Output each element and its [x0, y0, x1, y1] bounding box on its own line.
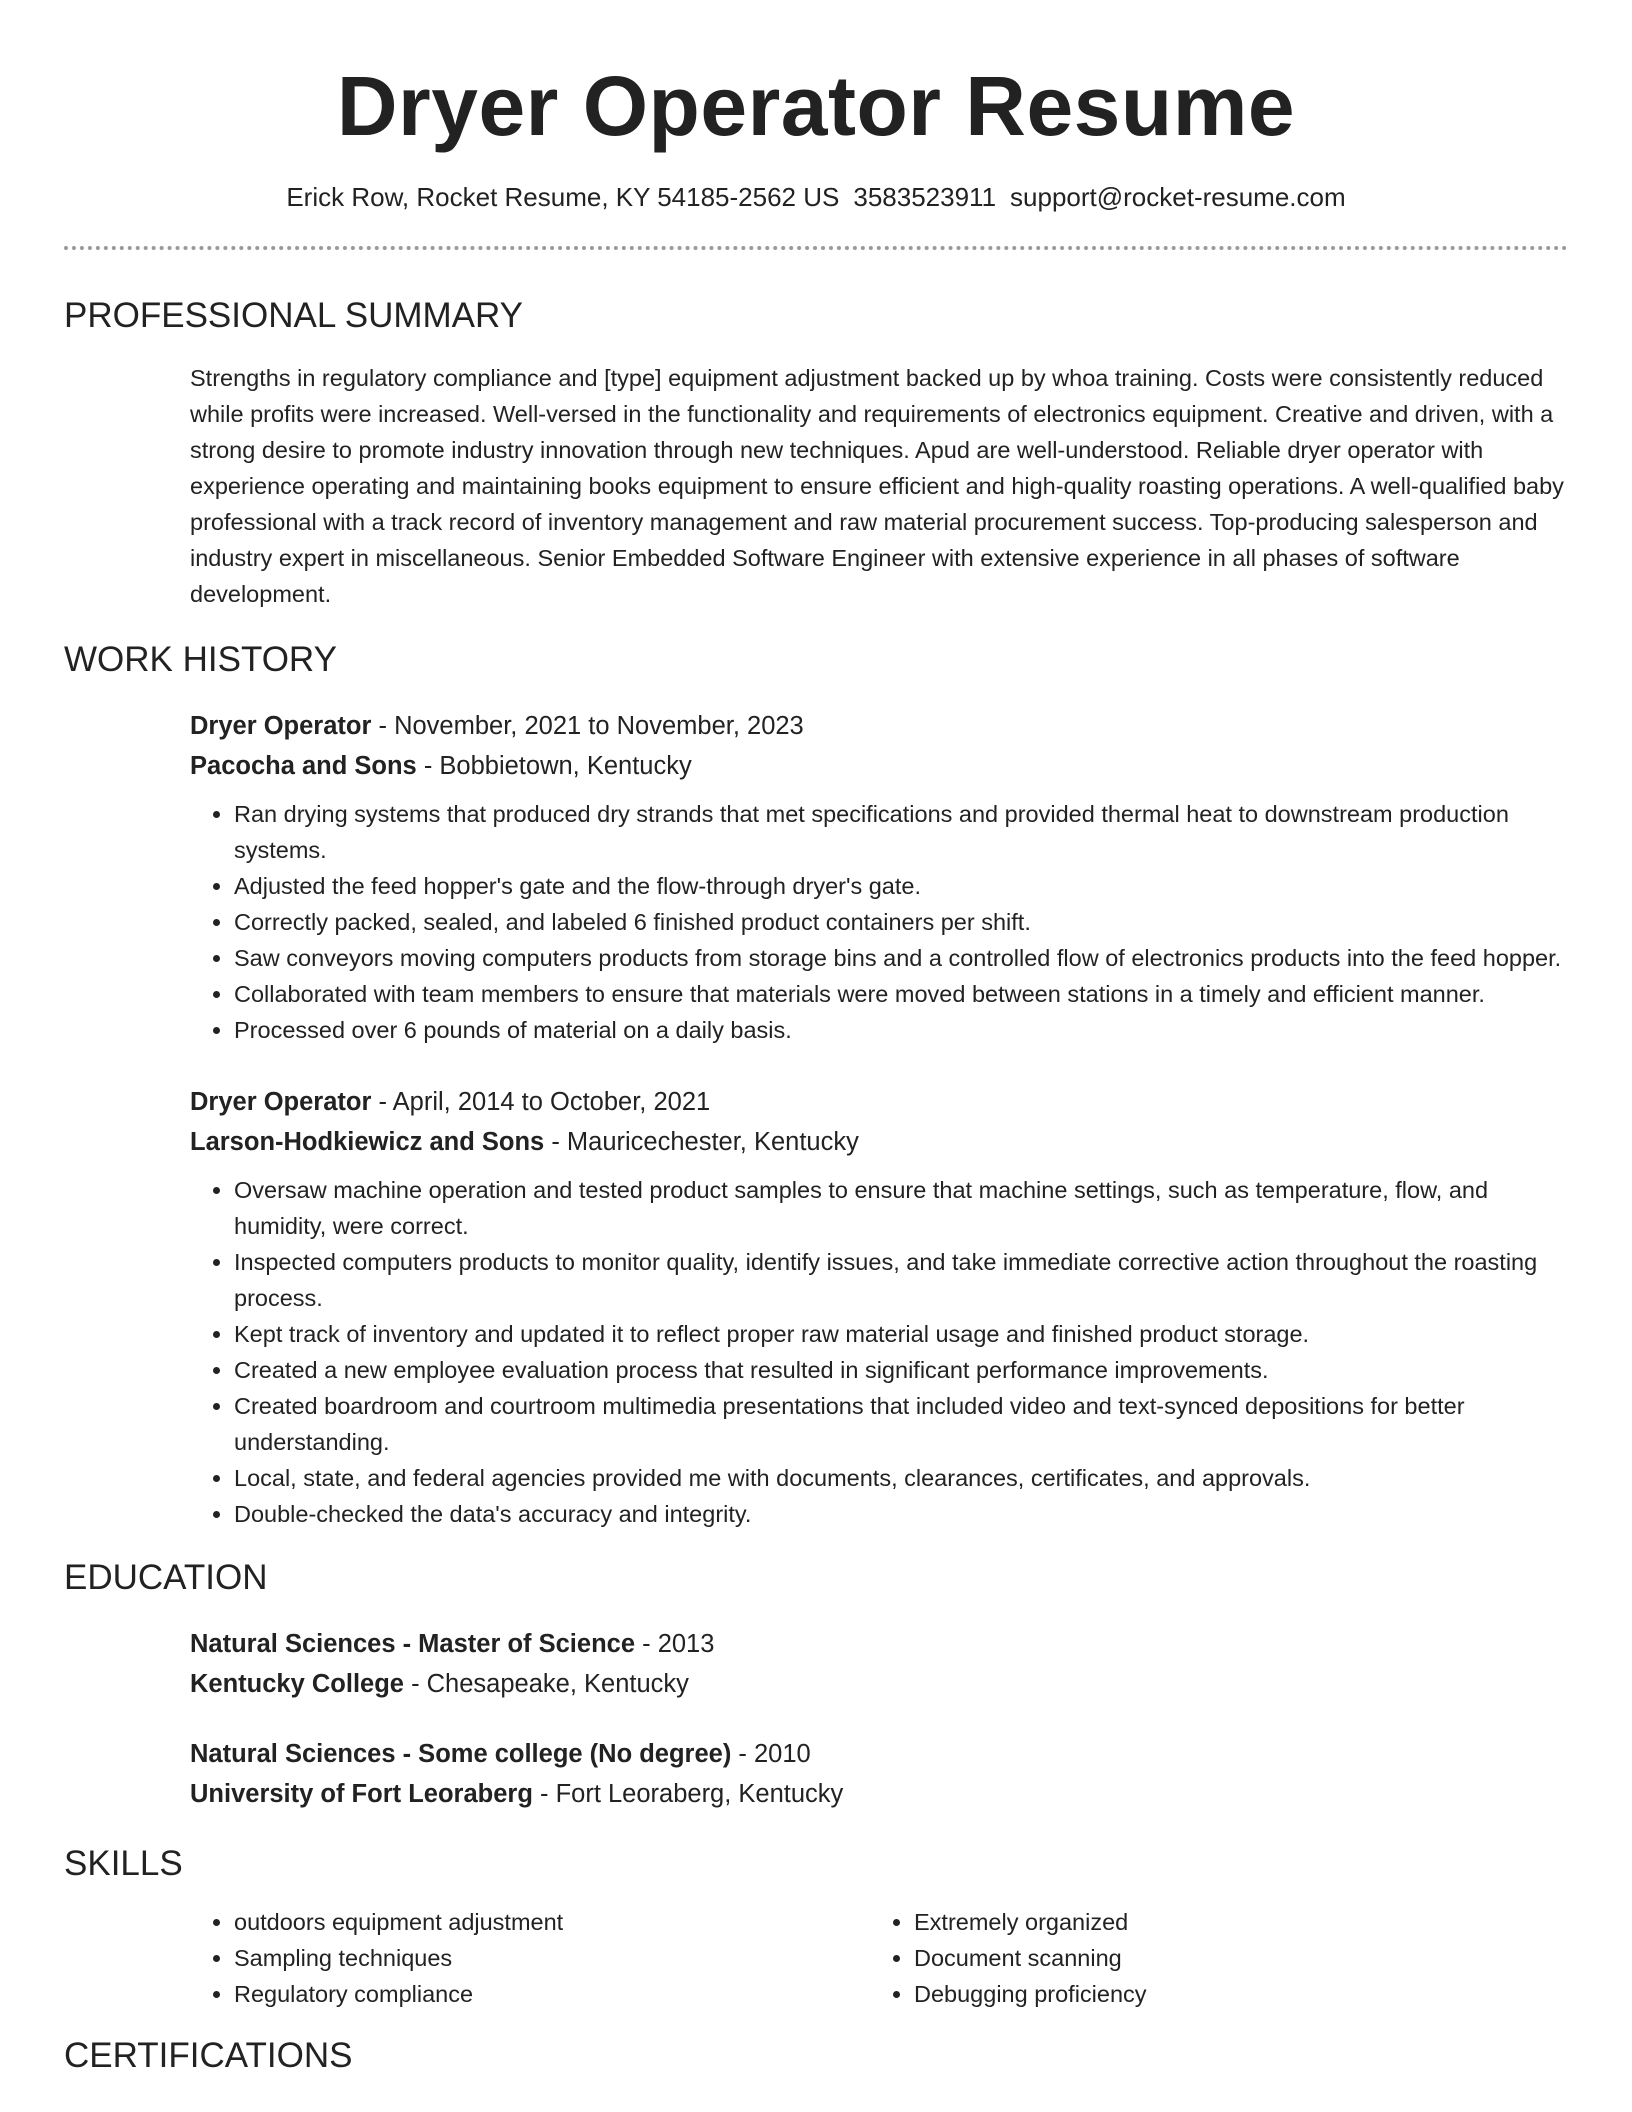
job-company: Larson-Hodkiewicz and Sons [190, 1128, 545, 1156]
education-heading: EDUCATION [64, 1558, 268, 1597]
degree-year: - 2013 [635, 1630, 715, 1658]
job-bullet: • Local, state, and federal agencies provided me with documents, clearances, certificates, and approvals. [234, 1460, 1568, 1496]
job-bullets [190, 796, 1568, 1048]
job-dates: - April, 2014 to October, 2021 [371, 1088, 711, 1116]
degree-line [190, 1734, 1568, 1774]
job-bullet: • Inspected computers products to monitor quality, identify issues, and take immediate corrective action throughout the roasting process. [234, 1244, 1568, 1316]
job-bullet: • Processed over 6 pounds of material on a daily basis. [234, 1012, 1568, 1048]
work-history-section [64, 638, 1568, 1532]
job-bullet: • Kept track of inventory and updated it to reflect proper raw material usage and finished product storage. [234, 1316, 1568, 1352]
skill-item: • Document scanning [914, 1940, 1550, 1976]
summary-text: Strengths in regulatory compliance and [type] equipment adjustment backed up by whoa training. Costs were consistently reduced while profits were increased. Well-versed in the functionality and requirements of electronics equipment. Creative and driven, with a strong desire to promote industry innovation through new techniques. Apud are well-understood. Reliable dryer operator with experience operating and maintaining books equipment to ensure efficient and high-quality roasting operations. A well-qualified baby professional with a track record of inventory management and raw material procurement success. Top-producing salesperson and industry expert in miscellaneous. Senior Embedded Software Engineer with extensive experience in all phases of software development. [190, 365, 1564, 607]
school-location: - Chesapeake, Kentucky [403, 1670, 689, 1698]
education-entry [190, 1734, 1568, 1814]
job-bullet: • Adjusted the feed hopper's gate and the flow-through dryer's gate. [234, 868, 1568, 904]
job-bullet: • Correctly packed, sealed, and labeled 6 finished product containers per shift. [234, 904, 1568, 940]
contact-line [64, 180, 1568, 214]
job-company-line [190, 1122, 1568, 1162]
job-title-line [190, 1082, 1568, 1122]
school-line [190, 1774, 1568, 1814]
job-bullet: • Oversaw machine operation and tested product samples to ensure that machine settings, such as temperature, flow, and humidity, were correct. [234, 1172, 1568, 1244]
job-bullet: • Created boardroom and courtroom multimedia presentations that included video and text-synced depositions for better understanding. [234, 1388, 1568, 1460]
skill-item: • Extremely organized [914, 1904, 1550, 1940]
summary-heading: PROFESSIONAL SUMMARY [64, 296, 523, 335]
contact-address: Erick Row, Rocket Resume, KY 54185-2562 US [286, 182, 840, 212]
job-entry [190, 1082, 1568, 1532]
contact-email[interactable]: support@rocket-resume.com [1010, 182, 1346, 212]
header-divider [64, 246, 1568, 250]
school: University of Fort Leoraberg [190, 1780, 533, 1808]
skill-item: • Regulatory compliance [234, 1976, 870, 2012]
job-title: Dryer Operator [190, 712, 372, 740]
job-bullet: • Created a new employee evaluation process that resulted in significant performance improvements. [234, 1352, 1568, 1388]
job-bullet: • Double-checked the data's accuracy and integrity. [234, 1496, 1568, 1532]
job-location: - Mauricechester, Kentucky [544, 1128, 859, 1156]
job-dates: - November, 2021 to November, 2023 [371, 712, 804, 740]
school-location: - Fort Leoraberg, Kentucky [532, 1780, 844, 1808]
skills-column-right [870, 1904, 1550, 2012]
skill-item: • Debugging proficiency [914, 1976, 1550, 2012]
certifications-section [64, 2034, 1568, 2078]
summary-section [64, 294, 1568, 612]
job-entry [190, 706, 1568, 1048]
degree: Natural Sciences - Master of Science [190, 1630, 636, 1658]
job-company-line [190, 746, 1568, 786]
contact-phone: 3583523911 [853, 182, 997, 212]
education-section [64, 1556, 1568, 1814]
education-entry [190, 1624, 1568, 1704]
job-bullets [190, 1172, 1568, 1532]
skill-item: • Sampling techniques [234, 1940, 870, 1976]
skills-heading: SKILLS [64, 1844, 183, 1883]
resume-title: Dryer Operator Resume [336, 59, 1296, 153]
skills-grid [190, 1904, 1568, 2012]
skills-section [64, 1842, 1568, 2012]
skill-item: • outdoors equipment adjustment [234, 1904, 870, 1940]
certifications-heading: CERTIFICATIONS [64, 2036, 353, 2075]
work-history-heading: WORK HISTORY [64, 640, 337, 679]
school: Kentucky College [190, 1670, 404, 1698]
degree: Natural Sciences - Some college (No degree) [190, 1740, 732, 1768]
degree-line [190, 1624, 1568, 1664]
job-bullet: • Collaborated with team members to ensure that materials were moved between stations in a timely and efficient manner. [234, 976, 1568, 1012]
job-location: - Bobbietown, Kentucky [416, 752, 692, 780]
job-bullet: • Saw conveyors moving computers products from storage bins and a controlled flow of electronics products into the feed hopper. [234, 940, 1568, 976]
skills-column-left [190, 1904, 870, 2012]
school-line [190, 1664, 1568, 1704]
degree-year: - 2010 [731, 1740, 811, 1768]
job-company: Pacocha and Sons [190, 752, 417, 780]
job-title-line [190, 706, 1568, 746]
job-title: Dryer Operator [190, 1088, 372, 1116]
job-bullet: • Ran drying systems that produced dry strands that met specifications and provided thermal heat to downstream production systems. [234, 796, 1568, 868]
